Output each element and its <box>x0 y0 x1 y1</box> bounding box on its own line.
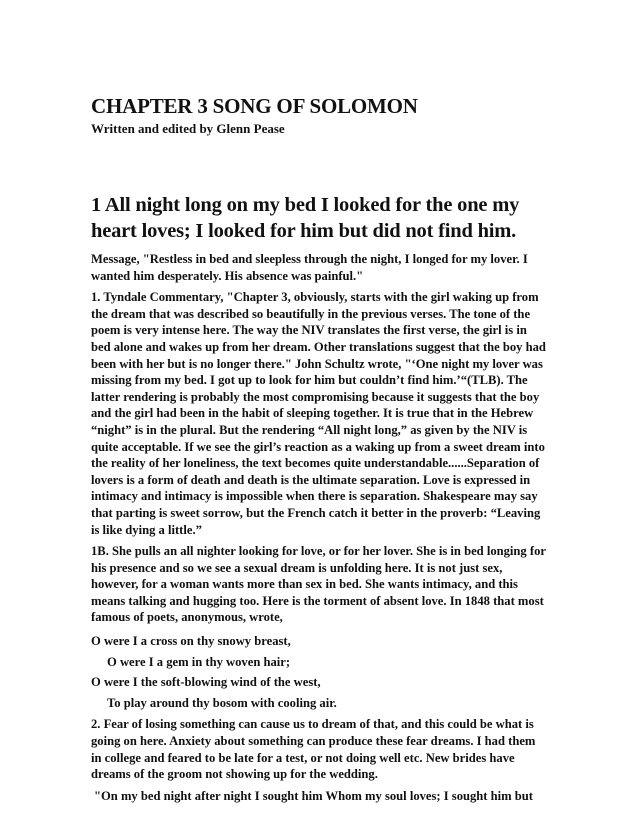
commentary-paragraph: 1. Tyndale Commentary, "Chapter 3, obviously, starts with the girl waking up from the dream that was described so beautifully in the previous verses. The tone of the poem is very intense here. The way the NIV translates the first verse, the girl is in bed alone and wakes up from her dream. Other translations suggest that the boy had been with her but is no longer there." John Schultz wrote, "‘One night my lover was missing from my bed. I got up to look for him but couldn’t find him.’“(TLB). The latter rendering is probably the most compromising because it suggests that the boy and the girl had been in the habit of sleeping together. It is true that in the Hebrew “night” is in the plural. But the rendering “All night long,” as given by the NIV is quite acceptable. If we see the girl’s reaction as a waking up from a sweet dream into the reality of her loneliness, the text becomes quite understandable......Separation of lovers is a form of death and death is the ultimate separation. Love is expressed in intimacy and intimacy is impossible when there is separation. Shakespeare may say that parting is sweet sorrow, but the French catch it better in the proverb: “Leaving is like dying a little.” <box>91 290 546 537</box>
verse-heading: 1 All night long on my bed I looked for the one my heart loves; I looked for him but did not find him. <box>91 194 520 242</box>
document-page <box>91 94 549 804</box>
poem-line: O were I the soft-blowing wind of the west, <box>91 675 321 690</box>
chapter-title: CHAPTER 3 SONG OF SOLOMON <box>91 94 418 118</box>
commentary-paragraph-1b: 1B. She pulls an all nighter looking for love, or for her lover. She is in bed longing for his presence and so we see a sexual dream is unfolding here. It is not just sex, however, for a woman wants more than sex in bed. She wants intimacy, and this means talking and hugging too. Here is the torment of absent love. In 1848 that most famous of poets, anonymous, wrote, <box>91 544 546 625</box>
closing-quote: "On my bed night after night I sought him Whom my soul loves; I sought him but <box>94 788 533 803</box>
poem-line: O were I a cross on thy snowy breast, <box>91 634 291 649</box>
poem-line: To play around thy bosom with cooling air. <box>107 695 337 710</box>
commentary-paragraph-2: 2. Fear of losing something can cause us to dream of that, and this could be what is going on here. Anxiety about something can produce these fear dreams. I had them in college and feared to be late for a test, or not doing well etc. New brides have dreams of the groom not showing up for the wedding. <box>91 717 536 782</box>
poem-line: O were I a gem in thy woven hair; <box>107 654 291 669</box>
author-byline: Written and edited by Glenn Pease <box>91 121 285 136</box>
message-paragraph: Message, "Restless in bed and sleepless through the night, I longed for my lover. I wanted him desperately. His absence was painful." <box>91 252 528 283</box>
